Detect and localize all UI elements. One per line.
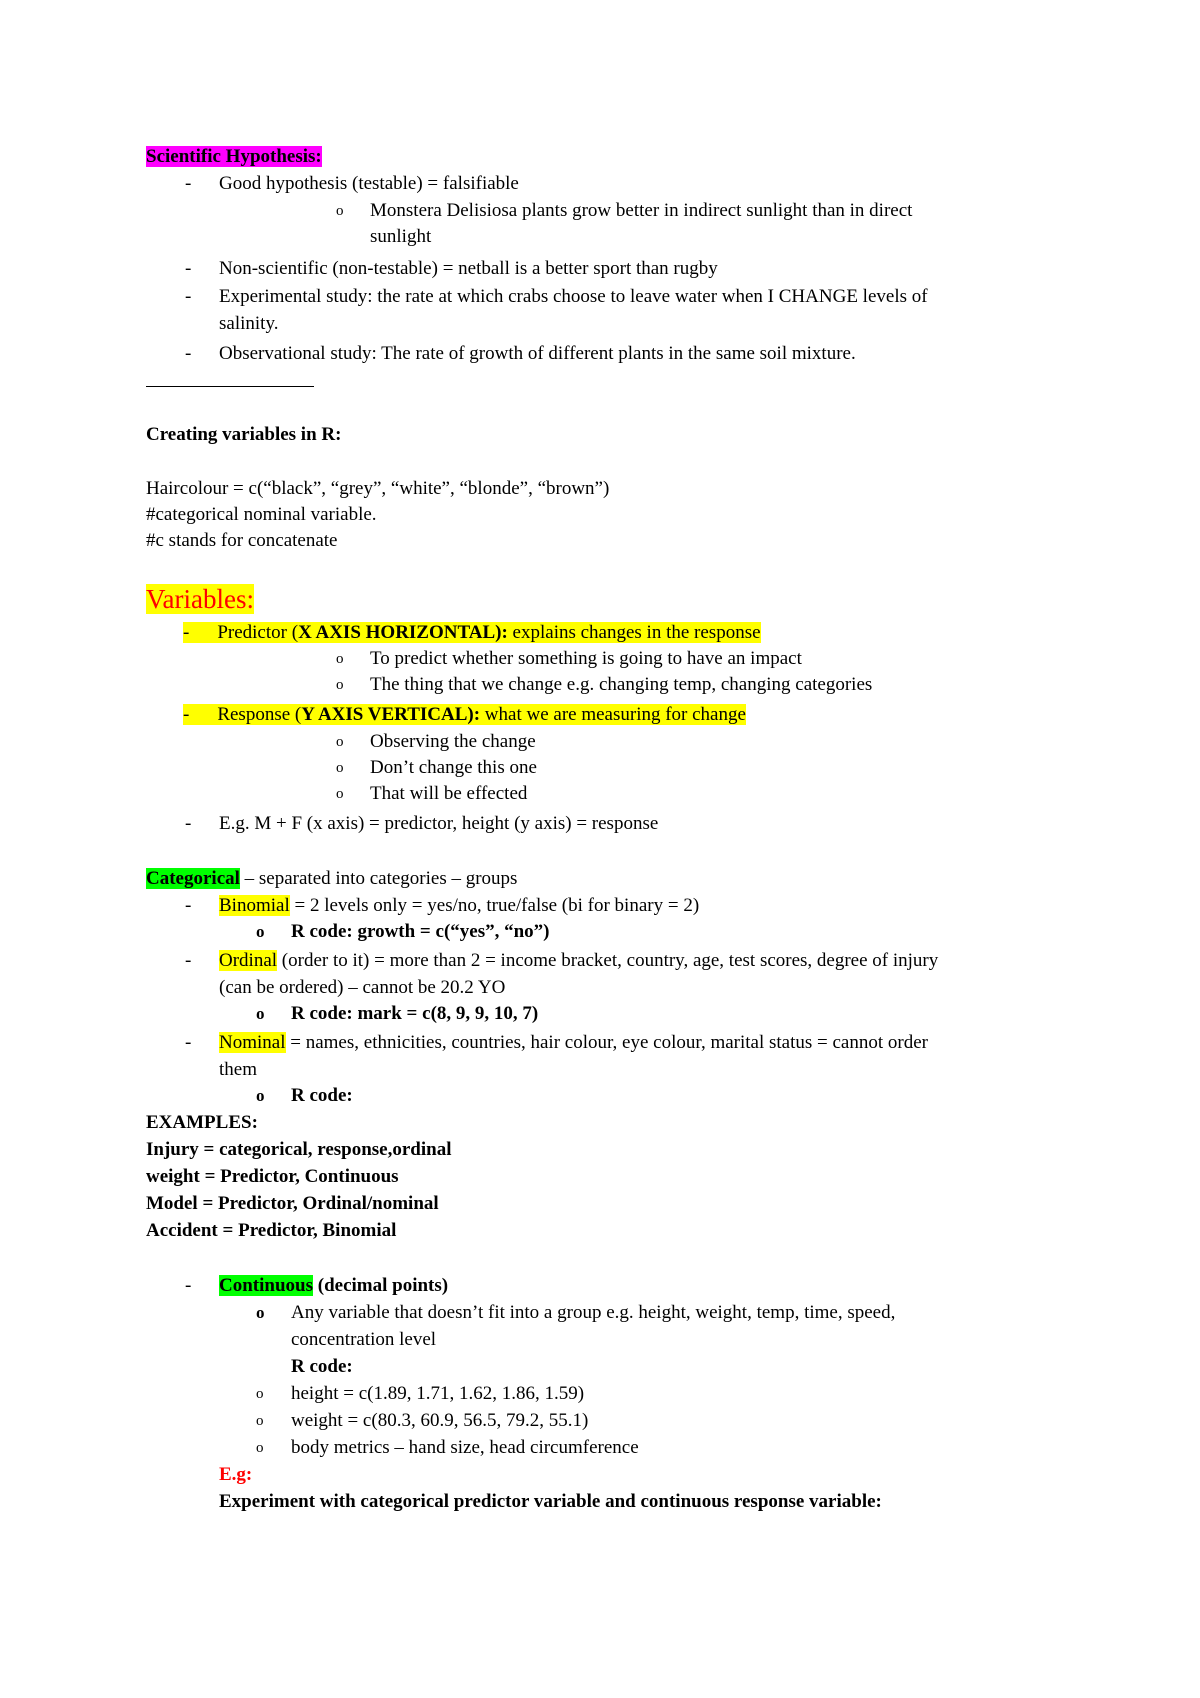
dash-bullet: - bbox=[185, 286, 192, 307]
nominal-rcode: R code: bbox=[291, 1085, 353, 1106]
binomial-rcode: R code: growth = c(“yes”, “no”) bbox=[291, 921, 550, 942]
categorical-term: Categorical bbox=[146, 868, 240, 889]
dash-bullet: - bbox=[185, 1275, 192, 1296]
monstera-text-1: Monstera Delisiosa plants grow better in indirect sunlight than in direct bbox=[370, 200, 913, 221]
weight-code: weight = c(80.3, 60.9, 56.5, 79.2, 55.1) bbox=[291, 1410, 589, 1431]
circle-bullet: o bbox=[336, 734, 344, 750]
continuous-rcode: R code: bbox=[291, 1356, 353, 1377]
section-divider bbox=[146, 386, 314, 387]
response-sub-1: Observing the change bbox=[370, 731, 536, 752]
example-line-1: Injury = categorical, response,ordinal bbox=[146, 1139, 452, 1160]
response-axis: Y AXIS VERTICAL): bbox=[301, 704, 481, 725]
dash-bullet: - bbox=[185, 895, 192, 916]
categorical-desc: – separated into categories – groups bbox=[239, 868, 518, 889]
hypothesis-heading: Scientific Hypothesis: bbox=[146, 146, 322, 167]
circle-bullet: o bbox=[336, 651, 344, 667]
observational-text: Observational study: The rate of growth of different plants in the same soil mixture. bbox=[219, 343, 856, 364]
dash-bullet: - bbox=[185, 258, 192, 279]
circle-bullet: o bbox=[256, 1086, 265, 1105]
response-line bbox=[183, 702, 746, 728]
predictor-sub-2: The thing that we change e.g. changing temp, changing categories bbox=[370, 674, 873, 695]
creating-variables-heading: Creating variables in R: bbox=[146, 424, 342, 445]
experimental-text-1: Experimental study: the rate at which crabs choose to leave water when I CHANGE levels of bbox=[219, 286, 928, 307]
circle-bullet: o bbox=[256, 1386, 264, 1402]
experiment-heading: Experiment with categorical predictor variable and continuous response variable: bbox=[219, 1491, 882, 1512]
predictor-axis: X AXIS HORIZONTAL): bbox=[298, 622, 508, 643]
example-line-2: weight = Predictor, Continuous bbox=[146, 1166, 399, 1187]
circle-bullet: o bbox=[256, 1303, 265, 1322]
binomial-term: Binomial bbox=[219, 895, 290, 916]
haircolour-code: Haircolour = c(“black”, “grey”, “white”, “blonde”, “brown”) bbox=[146, 478, 610, 499]
nonscientific-text: Non-scientific (non-testable) = netball is a better sport than rugby bbox=[219, 258, 718, 279]
nominal-desc-2: them bbox=[219, 1059, 257, 1080]
continuous-desc: (decimal points) bbox=[313, 1275, 449, 1296]
dash-bullet: - bbox=[185, 950, 192, 971]
comment-concatenate: #c stands for concatenate bbox=[146, 530, 338, 551]
binomial-desc: = 2 levels only = yes/no, true/false (bi for binary = 2) bbox=[289, 895, 700, 916]
circle-bullet: o bbox=[336, 203, 344, 219]
predictor-desc: explains changes in the response bbox=[507, 622, 761, 643]
comment-categorical: #categorical nominal variable. bbox=[146, 504, 377, 525]
variables-heading: Variables: bbox=[146, 584, 254, 614]
continuous-any-1: Any variable that doesn’t fit into a group e.g. height, weight, temp, time, speed, bbox=[291, 1302, 896, 1323]
height-code: height = c(1.89, 1.71, 1.62, 1.86, 1.59) bbox=[291, 1383, 585, 1404]
body-metrics-text: body metrics – hand size, head circumference bbox=[291, 1437, 639, 1458]
binomial-line bbox=[219, 893, 699, 919]
continuous-any-2: concentration level bbox=[291, 1329, 437, 1350]
eg-label: E.g: bbox=[219, 1464, 253, 1485]
example-line-3: Model = Predictor, Ordinal/nominal bbox=[146, 1193, 439, 1214]
circle-bullet: o bbox=[256, 922, 265, 941]
ordinal-desc-2: (can be ordered) – cannot be 20.2 YO bbox=[219, 977, 506, 998]
good-hypothesis-text: Good hypothesis (testable) = falsifiable bbox=[219, 173, 519, 194]
variables-example: E.g. M + F (x axis) = predictor, height (y axis) = response bbox=[219, 813, 659, 834]
dash-bullet: - bbox=[185, 343, 192, 364]
response-label: Response ( bbox=[217, 704, 302, 725]
nominal-term: Nominal bbox=[219, 1032, 286, 1053]
nominal-desc-1: = names, ethnicities, countries, hair colour, eye colour, marital status = cannot order bbox=[285, 1032, 928, 1053]
experimental-text-2: salinity. bbox=[219, 313, 279, 334]
continuous-term: Continuous bbox=[219, 1275, 313, 1296]
example-line-4: Accident = Predictor, Binomial bbox=[146, 1220, 397, 1241]
predictor-line bbox=[183, 620, 761, 646]
dash-bullet: - bbox=[183, 704, 190, 725]
monstera-text-2: sunlight bbox=[370, 226, 432, 247]
ordinal-line bbox=[219, 948, 938, 974]
circle-bullet: o bbox=[256, 1440, 264, 1456]
dash-bullet: - bbox=[183, 622, 190, 643]
examples-heading: EXAMPLES: bbox=[146, 1112, 258, 1133]
circle-bullet: o bbox=[336, 786, 344, 802]
predictor-sub-1: To predict whether something is going to have an impact bbox=[370, 648, 802, 669]
ordinal-term: Ordinal bbox=[219, 950, 278, 971]
circle-bullet: o bbox=[256, 1004, 265, 1023]
dash-bullet: - bbox=[185, 813, 192, 834]
response-sub-3: That will be effected bbox=[370, 783, 528, 804]
dash-bullet: - bbox=[185, 173, 192, 194]
response-desc: what we are measuring for change bbox=[480, 704, 746, 725]
ordinal-rcode: R code: mark = c(8, 9, 9, 10, 7) bbox=[291, 1003, 539, 1024]
response-sub-2: Don’t change this one bbox=[370, 757, 537, 778]
dash-bullet: - bbox=[185, 1032, 192, 1053]
predictor-label: Predictor ( bbox=[217, 622, 299, 643]
categorical-line bbox=[146, 866, 517, 892]
continuous-line bbox=[219, 1273, 448, 1299]
circle-bullet: o bbox=[336, 760, 344, 776]
ordinal-desc-1: (order to it) = more than 2 = income bracket, country, age, test scores, degree of injury bbox=[277, 950, 939, 971]
nominal-line bbox=[219, 1030, 928, 1056]
circle-bullet: o bbox=[336, 677, 344, 693]
circle-bullet: o bbox=[256, 1413, 264, 1429]
